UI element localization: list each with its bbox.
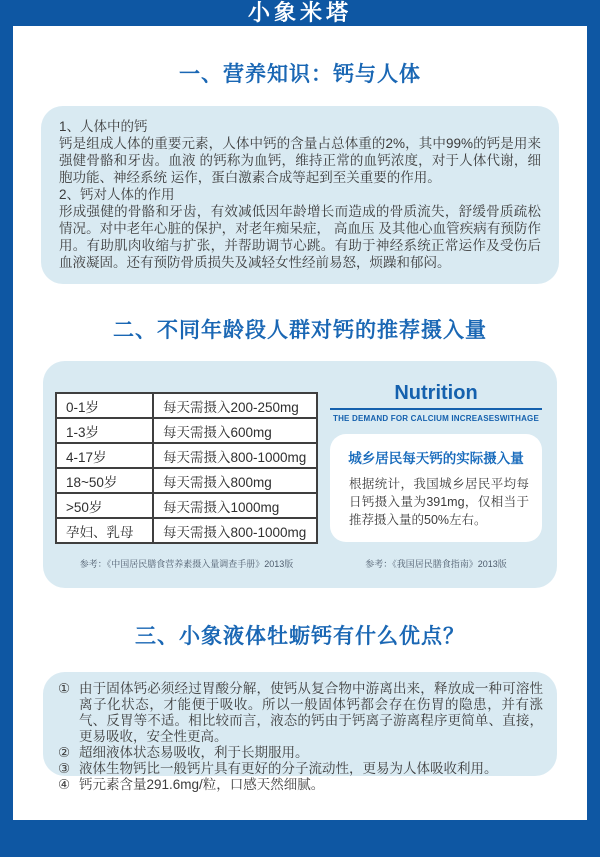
para2-body: 形成强健的骨骼和牙齿，有效减低因年龄增长而造成的骨质流失，舒缓骨质疏松情况。对中老年心脏的保护，对老年痴呆症， 高血压 及其他心血管疾病有预防作用。有助肌肉收缩与扩张，并帮助调节心跳。有助于神经系统正常运作及受伤后血液凝固。还有预防骨质损失及减轻女性经前易怒，烦躁和郁闷。 — [59, 204, 541, 270]
section3-title: 三、小象液体牡蛎钙有什么优点？ — [135, 625, 465, 648]
list-item — [58, 777, 543, 793]
age-cell: >50岁 — [56, 493, 153, 518]
age-cell: 18~50岁 — [56, 468, 153, 493]
section2-title: 二、不同年龄段人群对钙的推荐摄入量 — [113, 319, 487, 342]
actual-intake-card — [330, 434, 542, 542]
calcium-intake-table — [55, 392, 318, 544]
para2-heading: 2、钙对人体的作用 — [59, 187, 175, 202]
intake-cell: 每天需摄入800-1000mg — [153, 443, 317, 468]
card-title: 城乡居民每天钙的实际摄入量 — [348, 451, 524, 466]
table-reference: 参考：《中国居民膳食营养素摄入量调查手册》2013版 — [79, 559, 294, 569]
intake-cell: 每天需摄入800mg — [153, 468, 317, 493]
item-marker: ① — [58, 681, 71, 696]
list-item — [58, 681, 543, 745]
para1-heading: 1、人体中的钙 — [59, 119, 148, 134]
item-text: 钙元素含量291.6mg/粒，口感天然细腻。 — [79, 777, 325, 792]
nutrition-panel — [330, 381, 542, 542]
age-cell: 0-1岁 — [56, 393, 153, 418]
item-text: 超细液体状态易吸收，利于长期服用。 — [79, 745, 309, 760]
age-cell: 孕妇、乳母 — [56, 518, 153, 543]
intake-cell: 每天需摄入600mg — [153, 418, 317, 443]
age-cell: 1-3岁 — [56, 418, 153, 443]
header-bar — [0, 0, 600, 26]
list-item — [58, 761, 543, 777]
brand-logo: 小象米塔 — [247, 0, 352, 25]
nutrition-subheading: THE DEMAND FOR CALCIUM INCREASESWITHAGE — [332, 414, 540, 423]
table-row — [56, 468, 317, 493]
para1-body: 钙是组成人体的重要元素，人体中钙的含量占总体重的2%，其中99%的钙是用来强健骨骼和牙齿。血液 的钙称为血钙，维持正常的血钙浓度，对于人体代谢，细胞功能、神经系统 运作，蛋白激素合成等起到至关重要的作用。 — [59, 136, 541, 185]
table-row — [56, 418, 317, 443]
intake-cell: 每天需摄入800-1000mg — [153, 518, 317, 543]
item-marker: ③ — [58, 761, 71, 776]
card-body: 根据统计，我国城乡居民平均每日钙摄入量为391mg，仅相当于推荐摄入量的50%左右。 — [349, 477, 529, 527]
section1-box — [41, 106, 559, 284]
item-marker: ④ — [58, 777, 71, 792]
item-marker: ② — [58, 745, 71, 760]
table-row — [56, 518, 317, 543]
table-row — [56, 393, 317, 418]
table-row — [56, 493, 317, 518]
divider — [330, 408, 542, 410]
section3-box — [43, 672, 557, 792]
table-row — [56, 443, 317, 468]
list-item — [58, 745, 543, 761]
nutrition-reference: 参考：《我国居民膳食指南》2013版 — [365, 559, 507, 569]
intake-cell: 每天需摄入200-250mg — [153, 393, 317, 418]
content-panel — [13, 26, 587, 820]
age-cell: 4-17岁 — [56, 443, 153, 468]
intake-cell: 每天需摄入1000mg — [153, 493, 317, 518]
nutrition-heading: Nutrition — [394, 382, 478, 404]
item-text: 液体生物钙比一般钙片具有更好的分子流动性，更易为人体吸收利用。 — [79, 761, 498, 776]
section1-title: 一、营养知识：钙与人体 — [179, 63, 421, 86]
item-text: 由于固体钙必须经过胃酸分解，使钙从复合物中游离出来，释放成一种可溶性离子化状态，才能便于吸收。所以一般固体钙都会存在伤胃的隐患，并有涨气、反胃等不适。相比较而言，液态的钙由于钙离子游离程序更简单、直接，更易吸收，安全性更高。 — [79, 681, 543, 744]
section2-box — [43, 361, 557, 588]
